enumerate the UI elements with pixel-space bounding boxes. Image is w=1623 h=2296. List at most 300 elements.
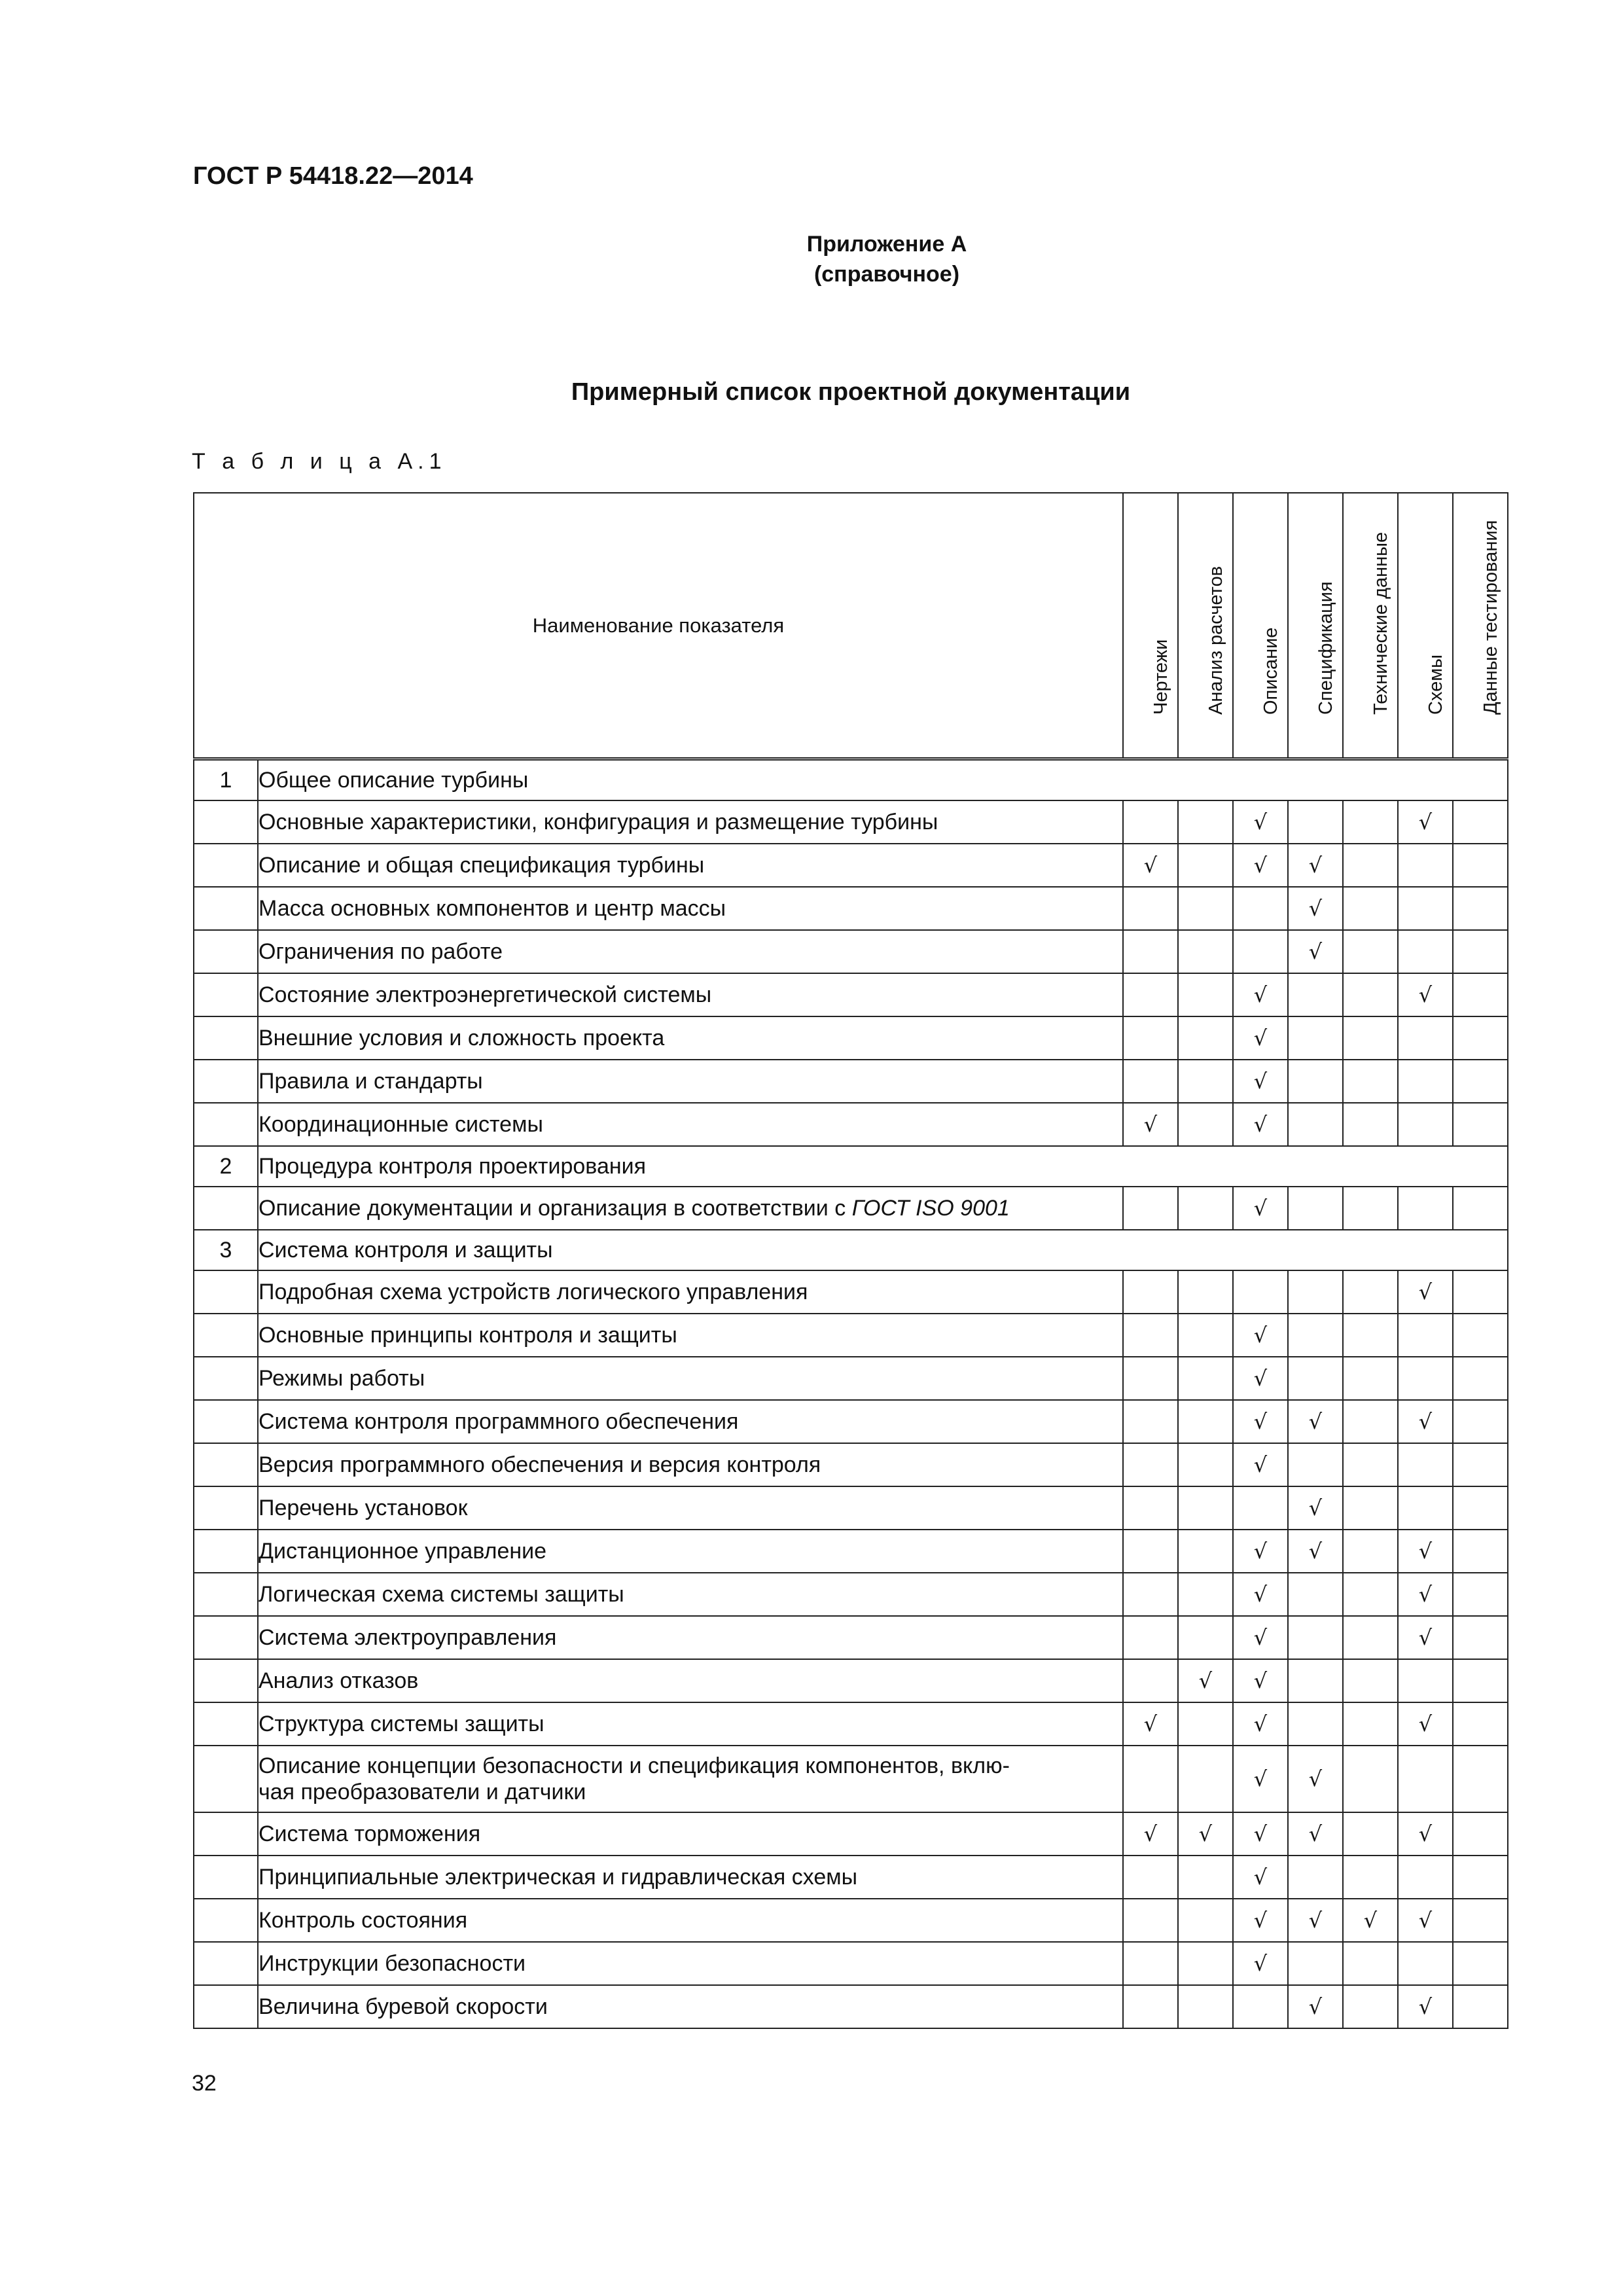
check-cell (1233, 1270, 1288, 1314)
row-name: Принципиальные электрическая и гидравлическая схемы (258, 1856, 1123, 1899)
check-cell (1453, 1187, 1508, 1230)
check-cell (1123, 1443, 1178, 1486)
check-cell (1453, 1659, 1508, 1702)
appendix-subtitle: (справочное) (813, 262, 960, 287)
row-number (194, 1400, 258, 1443)
column-header-schemes: Схемы (1398, 493, 1453, 759)
check-cell (1288, 1187, 1343, 1230)
check-cell (1123, 887, 1178, 930)
check-mark-icon: √ (1308, 1767, 1323, 1791)
check-cell (1453, 1856, 1508, 1899)
check-mark-icon: √ (1253, 1539, 1268, 1564)
check-cell (1233, 1812, 1288, 1856)
check-cell (1123, 1659, 1178, 1702)
check-mark-icon: √ (1253, 1026, 1268, 1050)
row-number (194, 1746, 258, 1812)
row-number (194, 1486, 258, 1530)
check-cell (1123, 1016, 1178, 1060)
column-header-drawings: Чертежи (1123, 493, 1178, 759)
appendix-heading (690, 229, 1083, 289)
row-name: Перечень установок (258, 1486, 1123, 1530)
check-cell (1453, 930, 1508, 973)
row-number (194, 1357, 258, 1400)
row-number (194, 844, 258, 887)
check-cell (1398, 1856, 1453, 1899)
check-cell (1343, 1060, 1398, 1103)
check-cell (1453, 800, 1508, 844)
check-cell (1398, 1486, 1453, 1530)
check-cell (1288, 1812, 1343, 1856)
check-mark-icon: √ (1418, 1409, 1433, 1434)
check-mark-icon: √ (1253, 1821, 1268, 1846)
check-mark-icon: √ (1253, 1908, 1268, 1933)
table-row (194, 1899, 1508, 1942)
check-cell (1343, 1702, 1398, 1746)
check-cell (1233, 887, 1288, 930)
check-cell (1123, 1187, 1178, 1230)
row-name: Описание и общая спецификация турбины (258, 844, 1123, 887)
check-cell (1233, 844, 1288, 887)
check-mark-icon: √ (1198, 1821, 1213, 1846)
check-cell (1398, 1270, 1453, 1314)
check-cell (1123, 1899, 1178, 1942)
check-cell (1343, 1486, 1398, 1530)
check-mark-icon: √ (1143, 1821, 1158, 1846)
table-header-row (194, 493, 1508, 759)
check-cell (1178, 1270, 1233, 1314)
check-cell (1178, 1616, 1233, 1659)
check-cell (1178, 1899, 1233, 1942)
check-cell (1233, 1530, 1288, 1573)
check-mark-icon: √ (1253, 1625, 1268, 1650)
table-row (194, 1746, 1508, 1812)
document-header: ГОСТ Р 54418.22—2014 (193, 162, 473, 190)
check-cell (1233, 800, 1288, 844)
check-cell (1123, 844, 1178, 887)
column-header-calc-analysis: Анализ расчетов (1178, 493, 1233, 759)
check-cell (1453, 1270, 1508, 1314)
row-name (258, 1746, 1123, 1812)
check-cell (1343, 844, 1398, 887)
check-cell (1453, 1812, 1508, 1856)
document-title: Примерный список проектной документации (571, 378, 1131, 406)
check-mark-icon: √ (1418, 1539, 1433, 1564)
check-mark-icon: √ (1308, 1821, 1323, 1846)
check-cell (1453, 1702, 1508, 1746)
table-row (194, 1060, 1508, 1103)
check-cell (1343, 930, 1398, 973)
check-cell (1288, 1016, 1343, 1060)
row-name: Дистанционное управление (258, 1530, 1123, 1573)
check-cell (1178, 1530, 1233, 1573)
check-cell (1453, 1443, 1508, 1486)
column-header-description: Описание (1233, 493, 1288, 759)
check-cell (1178, 800, 1233, 844)
row-name: Основные характеристики, конфигурация и размещение турбины (258, 800, 1123, 844)
table-body (194, 759, 1508, 2029)
check-cell (1343, 1659, 1398, 1702)
check-mark-icon: √ (1308, 1409, 1323, 1434)
check-cell (1288, 1060, 1343, 1103)
check-cell (1453, 1899, 1508, 1942)
check-mark-icon: √ (1253, 982, 1268, 1007)
check-cell (1398, 1812, 1453, 1856)
check-cell (1398, 844, 1453, 887)
check-mark-icon: √ (1363, 1908, 1378, 1933)
table-row (194, 1400, 1508, 1443)
row-number (194, 1443, 258, 1486)
table-row (194, 1856, 1508, 1899)
check-mark-icon: √ (1308, 1994, 1323, 2019)
row-name: Величина буревой скорости (258, 1985, 1123, 2028)
row-number (194, 1856, 258, 1899)
check-cell (1453, 1357, 1508, 1400)
table-row (194, 1486, 1508, 1530)
column-header-specification: Спецификация (1288, 493, 1343, 759)
check-cell (1398, 1659, 1453, 1702)
check-cell (1288, 1856, 1343, 1899)
row-name (258, 1187, 1123, 1230)
check-cell (1453, 887, 1508, 930)
check-cell (1343, 1357, 1398, 1400)
row-number: 3 (194, 1230, 258, 1270)
check-mark-icon: √ (1418, 1625, 1433, 1650)
section-title: Процедура контроля проектирования (258, 1146, 1508, 1187)
check-cell (1453, 844, 1508, 887)
check-mark-icon: √ (1253, 1196, 1268, 1221)
check-mark-icon: √ (1418, 1908, 1433, 1933)
check-cell (1178, 1187, 1233, 1230)
check-cell (1288, 1357, 1343, 1400)
check-cell (1178, 1060, 1233, 1103)
check-cell (1288, 930, 1343, 973)
check-cell (1398, 1060, 1453, 1103)
check-cell (1398, 1899, 1453, 1942)
row-number (194, 1616, 258, 1659)
check-cell (1233, 1899, 1288, 1942)
check-cell (1343, 1270, 1398, 1314)
table-row (194, 1270, 1508, 1314)
check-cell (1178, 930, 1233, 973)
check-cell (1453, 1616, 1508, 1659)
row-number (194, 887, 258, 930)
name-column-header: Наименование показателя (194, 493, 1123, 759)
row-number (194, 1899, 258, 1942)
check-mark-icon: √ (1253, 1452, 1268, 1477)
row-number (194, 1270, 258, 1314)
check-cell (1123, 1060, 1178, 1103)
row-name: Ограничения по работе (258, 930, 1123, 973)
column-header-technical-data: Технические данные (1343, 493, 1398, 759)
check-cell (1453, 1060, 1508, 1103)
check-cell (1233, 1985, 1288, 2028)
check-cell (1233, 1357, 1288, 1400)
check-cell (1123, 1812, 1178, 1856)
check-mark-icon: √ (1418, 1582, 1433, 1607)
check-mark-icon: √ (1308, 1539, 1323, 1564)
check-cell (1343, 1856, 1398, 1899)
row-name: Координационные системы (258, 1103, 1123, 1146)
table-row (194, 930, 1508, 973)
table-row (194, 844, 1508, 887)
check-mark-icon: √ (1418, 1994, 1433, 2019)
table-row (194, 1985, 1508, 2028)
check-cell (1288, 973, 1343, 1016)
check-cell (1178, 1702, 1233, 1746)
check-cell (1288, 1899, 1343, 1942)
check-cell (1178, 973, 1233, 1016)
check-mark-icon: √ (1253, 1112, 1268, 1137)
check-cell (1178, 1659, 1233, 1702)
row-number (194, 1314, 258, 1357)
table-row (194, 1357, 1508, 1400)
check-mark-icon: √ (1253, 1409, 1268, 1434)
check-cell (1288, 1486, 1343, 1530)
check-cell (1398, 1746, 1453, 1812)
check-cell (1123, 930, 1178, 973)
check-mark-icon: √ (1308, 853, 1323, 878)
row-name: Логическая схема системы защиты (258, 1573, 1123, 1616)
row-number (194, 1659, 258, 1702)
check-mark-icon: √ (1418, 1280, 1433, 1304)
check-cell (1343, 1016, 1398, 1060)
check-cell (1343, 1314, 1398, 1357)
check-cell (1398, 1357, 1453, 1400)
check-cell (1343, 887, 1398, 930)
row-name: Основные принципы контроля и защиты (258, 1314, 1123, 1357)
check-cell (1398, 1103, 1453, 1146)
check-cell (1343, 1899, 1398, 1942)
check-mark-icon: √ (1143, 1112, 1158, 1137)
check-cell (1398, 1942, 1453, 1985)
check-cell (1398, 1443, 1453, 1486)
check-cell (1233, 930, 1288, 973)
check-cell (1178, 1443, 1233, 1486)
check-cell (1178, 1746, 1233, 1812)
check-cell (1233, 1702, 1288, 1746)
check-cell (1178, 1573, 1233, 1616)
check-cell (1453, 973, 1508, 1016)
section-title: Общее описание турбины (258, 759, 1508, 801)
check-cell (1398, 1985, 1453, 2028)
row-number (194, 973, 258, 1016)
check-cell (1453, 1746, 1508, 1812)
check-cell (1398, 1573, 1453, 1616)
check-cell (1288, 1942, 1343, 1985)
row-name: Подробная схема устройств логического управления (258, 1270, 1123, 1314)
check-cell (1343, 1187, 1398, 1230)
check-cell (1453, 1314, 1508, 1357)
check-mark-icon: √ (1198, 1668, 1213, 1693)
check-mark-icon: √ (1253, 1865, 1268, 1890)
row-number (194, 1942, 258, 1985)
check-cell (1398, 1314, 1453, 1357)
check-cell (1123, 1270, 1178, 1314)
check-cell (1123, 1746, 1178, 1812)
check-mark-icon: √ (1253, 1712, 1268, 1736)
row-number (194, 800, 258, 844)
row-name: Внешние условия и сложность проекта (258, 1016, 1123, 1060)
check-cell (1288, 1746, 1343, 1812)
check-cell (1233, 1314, 1288, 1357)
check-mark-icon: √ (1253, 1069, 1268, 1094)
check-cell (1233, 1060, 1288, 1103)
table-row (194, 1573, 1508, 1616)
check-cell (1288, 1443, 1343, 1486)
row-number (194, 1530, 258, 1573)
check-cell (1178, 1942, 1233, 1985)
check-cell (1178, 1314, 1233, 1357)
row-number (194, 1812, 258, 1856)
check-cell (1123, 1985, 1178, 2028)
check-cell (1123, 1942, 1178, 1985)
check-cell (1288, 1702, 1343, 1746)
check-cell (1288, 1616, 1343, 1659)
check-mark-icon: √ (1253, 853, 1268, 878)
check-cell (1288, 1103, 1343, 1146)
check-cell (1343, 973, 1398, 1016)
check-cell (1123, 1530, 1178, 1573)
check-mark-icon: √ (1308, 1496, 1323, 1520)
check-cell (1123, 1486, 1178, 1530)
check-mark-icon: √ (1253, 1767, 1268, 1791)
check-cell (1178, 1400, 1233, 1443)
check-cell (1343, 1812, 1398, 1856)
check-cell (1178, 1103, 1233, 1146)
check-mark-icon: √ (1253, 1366, 1268, 1391)
check-cell (1123, 1103, 1178, 1146)
check-cell (1123, 1314, 1178, 1357)
check-cell (1233, 1016, 1288, 1060)
check-cell (1233, 1942, 1288, 1985)
row-name: Состояние электроэнергетической системы (258, 973, 1123, 1016)
check-cell (1233, 1187, 1288, 1230)
table-row (194, 887, 1508, 930)
check-cell (1178, 887, 1233, 930)
row-name: Контроль состояния (258, 1899, 1123, 1942)
row-name: Режимы работы (258, 1357, 1123, 1400)
row-name: Система торможения (258, 1812, 1123, 1856)
check-cell (1343, 1443, 1398, 1486)
check-cell (1343, 1530, 1398, 1573)
check-cell (1453, 1103, 1508, 1146)
table-row (194, 1659, 1508, 1702)
check-mark-icon: √ (1308, 1908, 1323, 1933)
check-mark-icon: √ (1253, 810, 1268, 834)
check-cell (1288, 1573, 1343, 1616)
check-cell (1288, 844, 1343, 887)
check-cell (1398, 1530, 1453, 1573)
check-cell (1178, 1985, 1233, 2028)
check-cell (1343, 1942, 1398, 1985)
check-cell (1178, 1812, 1233, 1856)
check-cell (1233, 1443, 1288, 1486)
row-name: Масса основных компонентов и центр массы (258, 887, 1123, 930)
check-mark-icon: √ (1143, 1712, 1158, 1736)
check-mark-icon: √ (1143, 853, 1158, 878)
row-name: Правила и стандарты (258, 1060, 1123, 1103)
row-number (194, 1573, 258, 1616)
check-cell (1398, 1016, 1453, 1060)
check-cell (1123, 1856, 1178, 1899)
check-cell (1123, 973, 1178, 1016)
check-cell (1398, 887, 1453, 930)
table-label: Т а б л и ц а А.1 (192, 449, 447, 474)
row-number (194, 930, 258, 973)
documentation-table (193, 492, 1508, 2029)
check-mark-icon: √ (1418, 982, 1433, 1007)
check-cell (1398, 1616, 1453, 1659)
check-mark-icon: √ (1418, 1821, 1433, 1846)
check-cell (1288, 887, 1343, 930)
check-cell (1398, 1702, 1453, 1746)
check-cell (1453, 1400, 1508, 1443)
check-cell (1453, 1985, 1508, 2028)
check-cell (1453, 1016, 1508, 1060)
check-cell (1288, 1314, 1343, 1357)
check-cell (1343, 1746, 1398, 1812)
check-cell (1288, 1400, 1343, 1443)
check-cell (1398, 930, 1453, 973)
appendix-title: Приложение А (806, 232, 967, 257)
check-cell (1123, 800, 1178, 844)
check-cell (1453, 1530, 1508, 1573)
table-row (194, 1812, 1508, 1856)
row-number (194, 1016, 258, 1060)
check-mark-icon: √ (1253, 1951, 1268, 1976)
check-cell (1233, 1616, 1288, 1659)
check-cell (1123, 1357, 1178, 1400)
table-row (194, 1187, 1508, 1230)
row-name-text: Описание документации и организация в соответствии с (259, 1196, 852, 1221)
check-cell (1233, 1103, 1288, 1146)
check-cell (1233, 1856, 1288, 1899)
check-cell (1398, 1400, 1453, 1443)
check-cell (1453, 1573, 1508, 1616)
check-cell (1343, 1985, 1398, 2028)
check-cell (1343, 1573, 1398, 1616)
check-cell (1453, 1486, 1508, 1530)
section-title: Система контроля и защиты (258, 1230, 1508, 1270)
row-name: Структура системы защиты (258, 1702, 1123, 1746)
section-row (194, 759, 1508, 801)
row-number (194, 1060, 258, 1103)
check-cell (1453, 1942, 1508, 1985)
check-cell (1288, 1270, 1343, 1314)
table-row (194, 1314, 1508, 1357)
table-row (194, 1702, 1508, 1746)
check-cell (1233, 1746, 1288, 1812)
check-mark-icon: √ (1308, 939, 1323, 964)
check-cell (1178, 844, 1233, 887)
row-name: Анализ отказов (258, 1659, 1123, 1702)
check-mark-icon: √ (1253, 1582, 1268, 1607)
table-row (194, 1443, 1508, 1486)
check-cell (1343, 1400, 1398, 1443)
check-mark-icon: √ (1418, 810, 1433, 834)
check-cell (1288, 1985, 1343, 2028)
check-cell (1288, 1659, 1343, 1702)
check-mark-icon: √ (1253, 1668, 1268, 1693)
check-cell (1398, 800, 1453, 844)
row-number (194, 1985, 258, 2028)
check-cell (1233, 1573, 1288, 1616)
table-row (194, 1103, 1508, 1146)
row-number (194, 1187, 258, 1230)
row-number (194, 1103, 258, 1146)
table-row (194, 1942, 1508, 1985)
check-cell (1233, 1486, 1288, 1530)
